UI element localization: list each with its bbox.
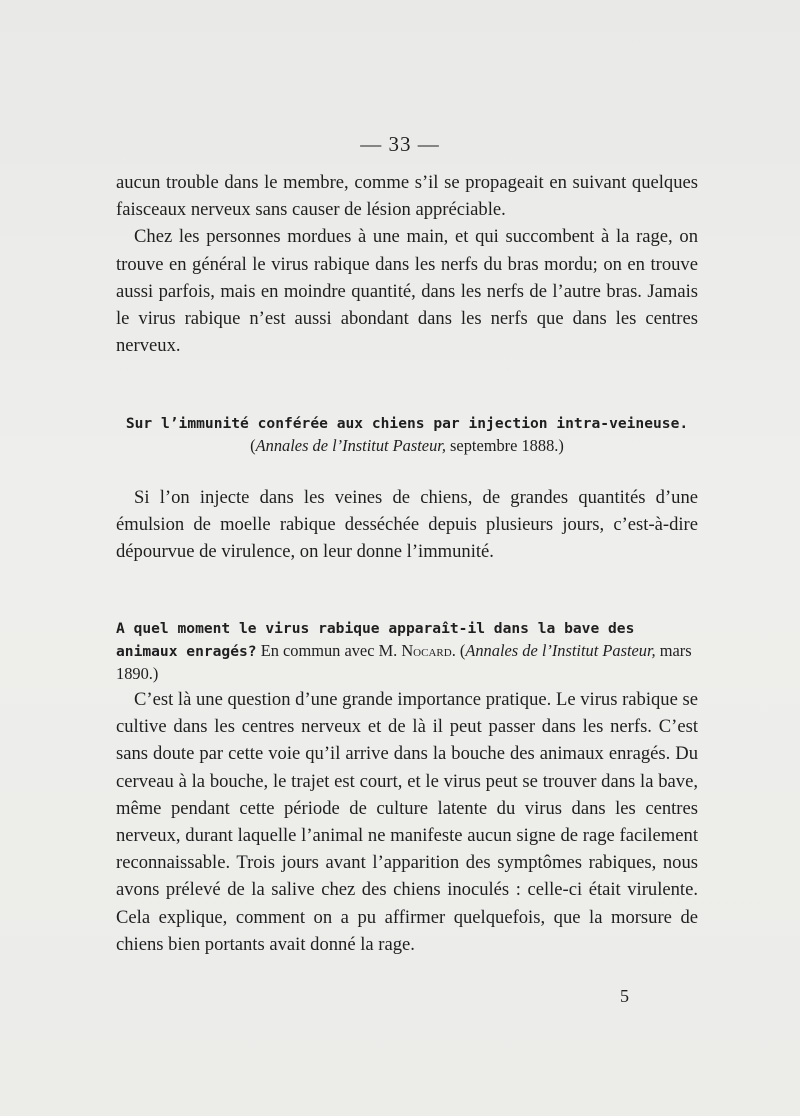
- paragraph-bitten-persons: Chez les personnes mordues à une main, et qui succombent à la rage, on trouve en général le virus rabique dans les nerfs du bras mordu; on en trouve aussi parfois, mais en moindre quantité, dans les nerfs de l’autre bras. Jamais le virus rabique n’est aussi abondant dans les nerfs que dans les centres nerveux.: [116, 226, 698, 357]
- section-heading-immunity: [116, 413, 698, 457]
- coauthor-prefix: En commun avec M.: [256, 641, 402, 660]
- saliva-text-block: [116, 686, 698, 958]
- section-heading-saliva: [116, 618, 698, 686]
- coauthor-suffix: . (: [451, 641, 466, 660]
- page-number: — 33 —: [360, 132, 440, 156]
- citation-source: Annales de l’Institut Pasteur,: [255, 436, 446, 455]
- section-title: Sur l’immunité conférée aux chiens par injection intra-veineuse.: [125, 415, 689, 432]
- paragraph-saliva: C’est là une question d’une grande importance pratique. Le virus rabique se cultive dans les centres nerveux et de là il peut passer dans les nerfs. C’est sans doute par cette voie qu’il arrive dans la bouche des animaux enragés. Du cerveau à la bouche, le trajet est court, et le virus peut se trouver dans la bave, même pendant cette période de culture latente du virus dans les centres nerveux, durant laquelle l’animal ne manifeste aucun signe de rage facilement reconnaissable. Trois jours avant l’apparition des symptômes rabiques, nous avons prélevé de la salive chez des chiens inoculés : celle-ci était virulente. Cela explique, comment on a pu affirmer quelquefois, que la morsure de chiens bien portants avait donné la rage.: [116, 689, 698, 955]
- immunity-text-block: [116, 484, 698, 566]
- section-citation: [116, 435, 698, 457]
- citation-open-paren: (: [250, 436, 256, 455]
- coauthor-name: Nocard: [401, 641, 452, 660]
- opening-text-block: [116, 169, 698, 359]
- paragraph-immunity: Si l’on injecte dans les veines de chiens, de grandes quantités d’une émulsion de moelle rabique desséchée depuis plusieurs jours, c’est-à-dire dépourvue de virulence, on leur donne l’immunité.: [116, 487, 698, 563]
- paragraph-continuation: aucun trouble dans le membre, comme s’il se propageait en suivant quelques faisceaux nerveux sans causer de lésion appréciable.: [116, 172, 698, 221]
- signature-mark: 5: [620, 986, 629, 1006]
- citation-date: septembre 1888.): [445, 436, 564, 455]
- citation-date: mars 1890.): [116, 641, 692, 683]
- citation-source: Annales de l’Institut Pasteur,: [465, 641, 656, 660]
- section-title: A quel moment le virus rabique apparaît-il dans la bave des animaux enragés?: [116, 620, 635, 660]
